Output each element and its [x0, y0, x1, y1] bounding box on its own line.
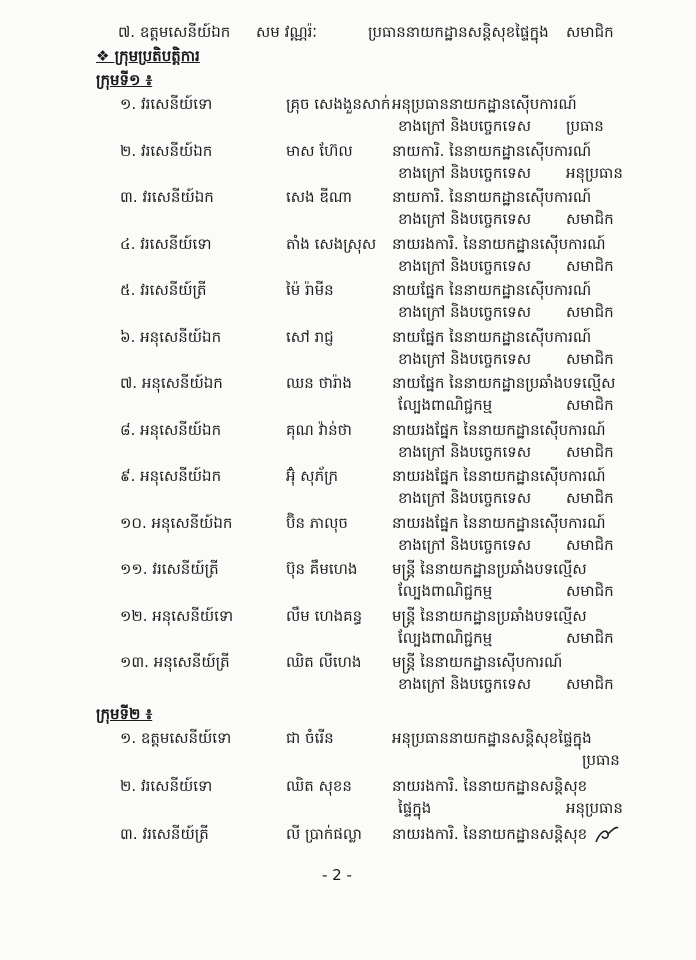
member-role: សមាជិក — [566, 535, 614, 554]
member-position-line2: ល្បែងពាណិជ្ជកម្ម — [398, 628, 493, 647]
member-rank: ៦. អនុសេនីយ៍ឯក — [120, 327, 222, 346]
member-name: គ្រុច សេងងួនសាក់ — [286, 95, 391, 113]
member-rank: ១២. អនុសេនីយ៍ទោ — [120, 606, 234, 625]
member-role: សមាជិក — [566, 489, 614, 507]
member-name: ជា ចំរើន — [286, 729, 334, 747]
member-name: សៅ រាជ្ញ — [286, 327, 334, 346]
group1-title: ក្រុមទី១ ៖ — [96, 71, 153, 89]
member-rank: ១៣. អនុសេនីយ៍ត្រី — [120, 653, 230, 671]
member-rank: ២. វរសេនីយ៍ទោ — [120, 777, 213, 795]
member-position-line2: ខាងក្រៅ និងបច្ចេកទេស — [398, 163, 532, 182]
member-position-line2: ខាងក្រៅ និងបច្ចេកទេស — [398, 256, 532, 275]
member-position-line2: ល្បែងពាណិជ្ជកម្ម — [398, 582, 493, 600]
member-name: តាំង សេងស្រុស — [286, 234, 377, 253]
member-role: ប្រធាន — [582, 751, 620, 769]
member-position-line2: ខាងក្រៅ និងបច្ចេកទេស — [398, 535, 532, 554]
member-role: អនុប្រធាន — [566, 799, 623, 817]
member-position-line1: នាយរងការិ. នៃនាយកដ្ឋានសន្តិសុខ — [392, 825, 588, 843]
member-position-line1: នាយផ្នែក នៃនាយកដ្ឋានស៊ើបការណ៍ — [392, 281, 592, 299]
member-role: សមាជិក — [566, 349, 614, 368]
member-role: សមាជិក — [566, 582, 614, 600]
member-rank: ៣. វរសេនីយ៍ត្រី — [120, 825, 209, 843]
member-name: ឈន ថារ៉ាង — [286, 374, 352, 392]
member-rank: ១០. អនុសេនីយ៍ឯក — [120, 513, 233, 532]
member-name: មាស ហ៊ែល — [286, 141, 353, 160]
signature-mark — [592, 824, 620, 846]
member-role: ប្រធាន — [566, 117, 604, 135]
member-position-line1: នាយរងផ្នែក នៃនាយកដ្ឋានស៊ើបការណ៍ — [392, 513, 606, 532]
member-position-line2: ផ្ទៃក្នុង — [398, 799, 432, 817]
page-number: - 2 - — [322, 866, 352, 884]
member-role: សមាជិក — [566, 675, 614, 693]
member-name: លី ប្រាក់ផល្លា — [286, 825, 362, 843]
member-name: ឈិត សុខន — [286, 777, 352, 795]
member-position-line2: ខាងក្រៅ និងបច្ចេកទេស — [398, 489, 532, 507]
member-position-line1: នាយរងការិ. នៃនាយកដ្ឋានសន្តិសុខ — [392, 777, 588, 795]
member-position-line1: នាយរងផ្នែក នៃនាយកដ្ឋានស៊ើបការណ៍ — [392, 467, 606, 485]
member-rank: ១១. វរសេនីយ៍ត្រី — [120, 560, 219, 578]
member-position-line2: ខាងក្រៅ និងបច្ចេកទេស — [398, 117, 532, 135]
member-position-line1: នាយផ្នែក នៃនាយកដ្ឋានស៊ើបការណ៍ — [392, 327, 592, 346]
member-rank: ៥. វរសេនីយ៍ត្រី — [120, 281, 207, 299]
member-role: សមាជិក — [566, 210, 614, 228]
member-role: សមាជិក — [566, 442, 614, 461]
member-position-line1: មន្ត្រី នៃនាយកដ្ឋានប្រឆាំងបទល្មើស — [392, 606, 587, 625]
member-position-line1: នាយរងការិ. នៃនាយកដ្ឋានស៊ើបការណ៍ — [392, 234, 606, 253]
member-position-line2: ខាងក្រៅ និងបច្ចេកទេស — [398, 210, 532, 228]
member-rank: ១. ឧត្តមសេនីយ៍ទោ — [120, 729, 232, 747]
top-entry-position: ប្រធាននាយកដ្ឋានសន្តិសុខផ្ទៃក្នុង — [368, 23, 549, 41]
member-name: អ៊ុំ សុភ័ក្រ — [286, 467, 339, 485]
member-position-line2: ខាងក្រៅ និងបច្ចេកទេស — [398, 303, 532, 321]
member-position-line2: ខាងក្រៅ និងបច្ចេកទេស — [398, 442, 532, 461]
member-rank: ៧. អនុសេនីយ៍ឯក — [120, 374, 223, 392]
member-role: សមាជិក — [566, 628, 614, 647]
member-position-line1: នាយការិ. នៃនាយកដ្ឋានស៊ើបការណ៍ — [392, 188, 592, 206]
member-role: សមាជិក — [566, 396, 614, 414]
member-role: សមាជិក — [566, 303, 614, 321]
member-position-line1: អនុប្រធាននាយកដ្ឋានស៊ើបការណ៍ — [392, 95, 577, 113]
member-position-line1: មន្ត្រី នៃនាយកដ្ឋានប្រឆាំងបទល្មើស — [392, 560, 587, 578]
group2-title: ក្រុមទី២ ៖ — [96, 705, 153, 723]
member-position-line1: នាយរងផ្នែក នៃនាយកដ្ឋានស៊ើបការណ៍ — [392, 420, 606, 439]
member-rank: ៤. វរសេនីយ៍ទោ — [120, 234, 212, 253]
member-position-line2: ខាងក្រៅ និងបច្ចេកទេស — [398, 675, 532, 693]
top-entry-role: សមាជិក — [566, 23, 614, 41]
member-role: សមាជិក — [566, 256, 614, 275]
top-entry-name: សម វណ្ណរ៉ៈ — [256, 23, 317, 41]
member-name: ឈិត លីហេង — [286, 653, 362, 671]
member-name: លឹម ហេងគន្ធ — [286, 606, 363, 625]
member-rank: ៣. វរសេនីយ៍ឯក — [120, 188, 214, 206]
member-position-line1: នាយការិ. នៃនាយកដ្ឋានស៊ើបការណ៍ — [392, 141, 592, 160]
member-rank: ១. វរសេនីយ៍ទោ — [120, 95, 213, 113]
member-name: គុណ វ៉ាន់ថា — [286, 420, 352, 439]
member-position-line1: នាយផ្នែក នៃនាយកដ្ឋានប្រឆាំងបទល្មើស — [392, 374, 616, 392]
top-entry-rank: ៧. ឧត្តមសេនីយ៍ឯក — [118, 23, 231, 41]
member-position-line2: ល្បែងពាណិជ្ជកម្ម — [398, 396, 493, 414]
member-rank: ២. វរសេនីយ៍ឯក — [120, 141, 213, 160]
member-name: សេង ឌីណា — [286, 188, 352, 206]
member-role: អនុប្រធាន — [566, 163, 623, 182]
member-position-line1: មន្ត្រី នៃនាយកដ្ឋានស៊ើបការណ៍ — [392, 653, 563, 671]
member-name: ម៉ៃ រ៉ាមីន — [286, 281, 334, 299]
section-heading: ❖ ក្រុមប្រតិបត្តិការ — [96, 47, 200, 65]
member-position-line2: ខាងក្រៅ និងបច្ចេកទេស — [398, 349, 532, 368]
member-rank: ៩. អនុសេនីយ៍ឯក — [120, 467, 222, 485]
member-name: ប៊ិន ភាលុច — [286, 513, 348, 532]
member-position-line1: អនុប្រធាននាយកដ្ឋានសន្តិសុខផ្ទៃក្នុង — [392, 729, 592, 747]
member-name: ប៊ុន គឹមហេង — [286, 560, 358, 578]
member-rank: ៨. អនុសេនីយ៍ឯក — [120, 420, 222, 439]
